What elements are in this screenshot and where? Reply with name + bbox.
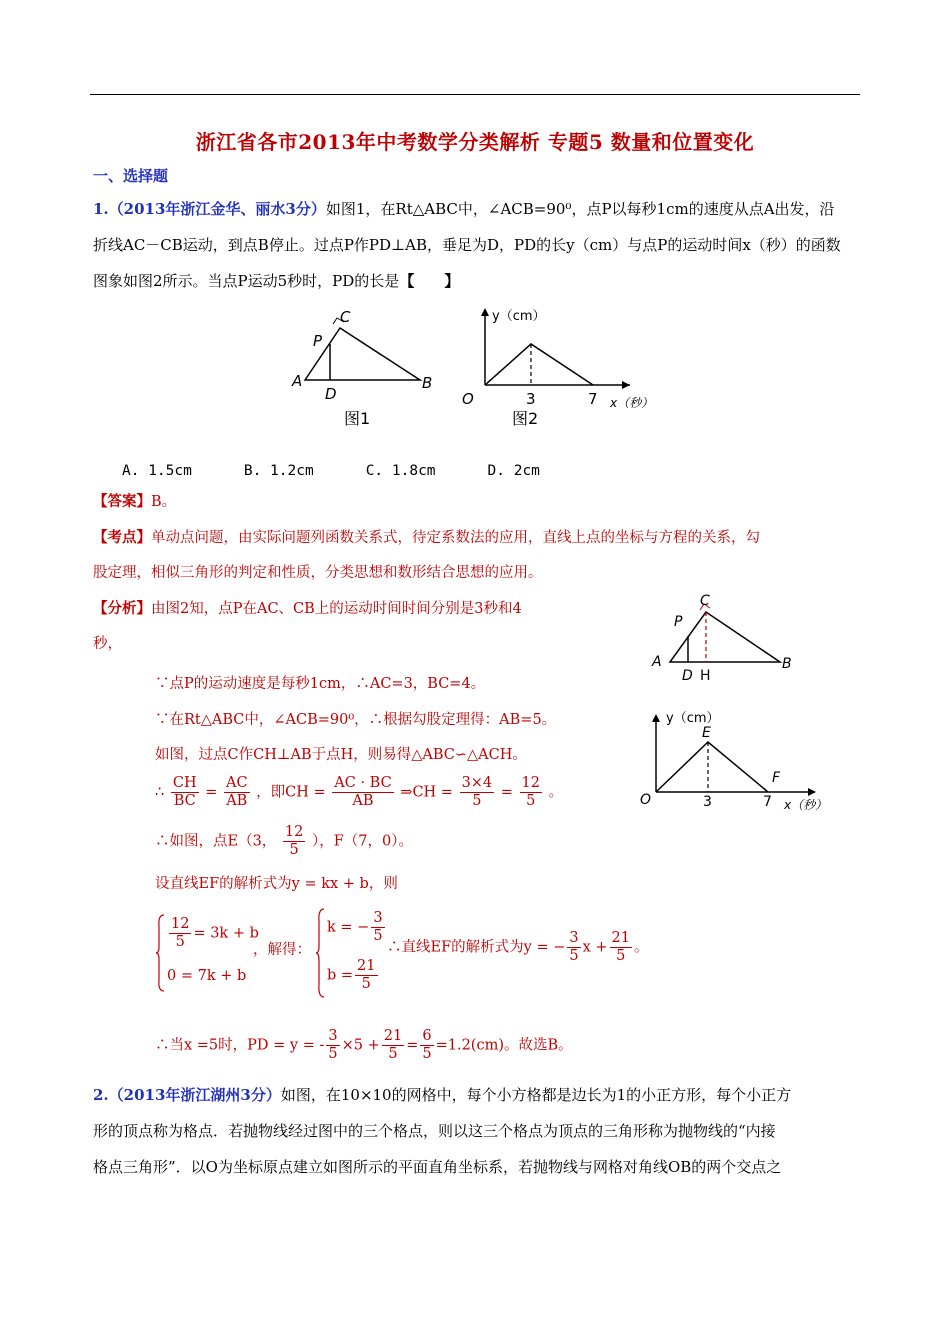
fenxi-line6: [155, 775, 563, 810]
frac-num: 3: [373, 910, 383, 926]
fenxi-line4: ∵在Rt△ABC中，∠ACB=90⁰，∴根据勾股定理得：AB=5。: [155, 712, 557, 728]
q1-source: （2013年浙江金华、丽水3分）: [108, 200, 326, 218]
frac-num: CH: [172, 775, 197, 791]
q2-text1: 如图，在10×10的网格中，每个小方格都是边长为1的小正方形，每个小正方: [280, 1086, 792, 1104]
brace-left-1: [155, 914, 165, 992]
frac-acbc-ab: [332, 775, 393, 810]
final-m1: ×5 +: [341, 1037, 380, 1054]
ana-origin: O: [640, 792, 652, 808]
frac-12-5: [520, 775, 542, 810]
q1-line1: [93, 199, 835, 219]
ana-label-p: P: [674, 614, 683, 630]
sys2-b: b =: [327, 967, 354, 984]
fig2-origin: O: [462, 390, 474, 408]
frac-num: 21: [611, 930, 630, 946]
q1-line2: 折线AC－CB运动，到点B停止。过点P作PD⊥AB，垂足为D，PD的长y（cm）与点P的运动时间x（秒）的函数: [93, 236, 841, 254]
frac-den: AB: [226, 793, 248, 809]
frac-num: 6: [422, 1028, 432, 1044]
frac-den: 5: [289, 842, 299, 858]
fig2-tick-7: 7: [588, 390, 598, 408]
l7-post: ），F（7，0）。: [311, 833, 413, 850]
frac-num: 12: [521, 775, 540, 791]
frac-12-5: [169, 916, 191, 951]
choice-a: A. 1.5cm: [122, 463, 192, 479]
q1-figures: [280, 300, 670, 435]
section-heading: 一、选择题: [93, 167, 169, 185]
analysis-figures: [640, 590, 845, 815]
sys1-row1-rest: = 3k + b: [193, 925, 259, 942]
fenxi-line3: ∵点P的运动速度是每秒1cm，∴AC=3，BC=4。: [155, 676, 486, 692]
frac-den: 5: [388, 1046, 398, 1062]
l6-mid: ，即CH =: [256, 784, 326, 801]
ana-graph-line: [656, 742, 768, 792]
q1-text3: 图象如图2所示。当点P运动5秒时，PD的长是: [93, 272, 400, 290]
frac-21-5: [382, 1028, 404, 1063]
l6-pre: ∴: [155, 784, 165, 801]
ef-pre: ∴直线EF的解析式为y = −: [387, 939, 566, 956]
fenxi-final: [155, 1028, 573, 1063]
sys1-row2: 0 = 7k + b: [167, 968, 247, 984]
fig2-caption: 图2: [512, 409, 539, 428]
frac-3-5: [371, 910, 384, 945]
final-pre: ∴当x =5时，PD = y = -: [155, 1037, 325, 1054]
sys1-row1: [167, 916, 259, 951]
fig1-label-b: B: [422, 374, 433, 392]
ana-tick-7: 7: [763, 794, 772, 810]
frac-21-5: [610, 930, 632, 965]
l6-eq2: =: [500, 784, 513, 801]
answer-tag: 【答案】: [93, 493, 151, 510]
ana-label-a: A: [652, 654, 662, 670]
sys2-k: k = −: [327, 919, 370, 936]
frac-ac-ab: [224, 775, 250, 810]
q1-answer-bracket: 【 】: [399, 272, 460, 290]
l6-arrow: ⇒CH =: [400, 784, 453, 801]
q2-line2: 形的顶点称为格点．若抛物线经过图中的三个格点，则以这三个格点为顶点的三角形称为抛物线的“内接: [93, 1122, 776, 1140]
frac-ch-bc: [171, 775, 199, 810]
frac-3-5: [567, 930, 580, 965]
fenxi-line8: 设直线EF的解析式为y = kx + b，则: [155, 876, 398, 892]
ana-y-label: y（cm）: [666, 711, 720, 726]
kaodian-tag: 【考点】: [93, 529, 151, 546]
ana-tick-3: 3: [703, 794, 712, 810]
fig2-x-label: x（秒）: [610, 396, 654, 410]
final-end: =1.2(cm)。故选B。: [435, 1037, 573, 1054]
frac-num: 3: [328, 1028, 338, 1044]
fig1-caption: 图1: [344, 409, 371, 428]
answer-line: [93, 492, 176, 512]
sys2-row2: [327, 958, 380, 993]
frac-den: 5: [472, 793, 482, 809]
ef-expression: [387, 930, 648, 965]
ana-label-f: F: [772, 770, 781, 786]
frac-den: BC: [173, 793, 196, 809]
frac-3-5: [326, 1028, 339, 1063]
frac-den: 5: [422, 1046, 432, 1062]
q2-number: 2.: [93, 1086, 109, 1104]
frac-num: 12: [284, 824, 304, 840]
ana-triangle: [670, 612, 780, 662]
ana-label-c: C: [700, 593, 710, 609]
fig1-label-c: C: [340, 308, 351, 326]
frac-num: 21: [383, 1028, 403, 1044]
fenxi-line2: 秒，: [93, 636, 122, 652]
kaodian-line2: 股定理，相似三角形的判定和性质，分类思想和数形结合思想的应用。: [93, 565, 543, 581]
q2-line3: 格点三角形”．以O为坐标原点建立如图所示的平面直角坐标系，若抛物线与网格对角线OB的两个交点之: [93, 1158, 782, 1176]
ana-label-e: E: [702, 725, 711, 741]
choice-c: C. 1.8cm: [365, 463, 436, 479]
fenxi-line1: [93, 599, 522, 619]
solve-label: ，解得：: [253, 942, 311, 958]
ana-y-arrow: [652, 714, 660, 722]
fenxi-text1: 由图2知，点P在AC、CB上的运动时间时间分别是3秒和4: [151, 601, 522, 617]
fenxi-tag: 【分析】: [93, 600, 151, 617]
fig1-triangle: [305, 328, 420, 380]
frac-num: AC · BC: [334, 775, 392, 791]
frac-den: 5: [616, 948, 626, 964]
fig2-y-label: y（cm）: [492, 309, 546, 324]
l7-pre: ∴如图，点E（3，: [155, 833, 277, 850]
fenxi-line5: 如图，过点C作CH⊥AB于点H，则易得△ABC∽△ACH。: [155, 747, 527, 763]
sys2-row1: [327, 910, 387, 945]
q1-number: 1.: [93, 200, 109, 218]
frac-den: AB: [352, 793, 374, 809]
ana-label-h: H: [700, 668, 711, 684]
frac-num: 21: [357, 958, 376, 974]
frac-3x4-5: [460, 775, 495, 810]
frac-den: 5: [328, 1046, 338, 1062]
fig2-y-arrow: [481, 308, 489, 316]
fig1-label-d: D: [325, 385, 337, 403]
final-m2: =: [406, 1037, 419, 1054]
answer-text: B。: [151, 494, 177, 510]
frac-num: 12: [171, 916, 190, 932]
q1-line3: [93, 271, 459, 291]
frac-den: 5: [175, 934, 185, 950]
ana-label-b: B: [782, 656, 792, 672]
choice-b: B. 1.2cm: [243, 463, 314, 479]
page-title: 浙江省各市2013年中考数学分类解析 专题5 数量和位置变化: [195, 130, 755, 154]
choice-d: D. 2cm: [487, 463, 540, 479]
fig1-label-p: P: [313, 332, 323, 350]
ana-x-label: x（秒）: [784, 798, 828, 812]
ef-end: 。: [633, 939, 649, 956]
ana-x-arrow: [808, 788, 816, 796]
frac-num: AC: [225, 775, 248, 791]
frac-num: 3: [569, 930, 579, 946]
fig2-graph-line: [485, 344, 593, 385]
top-rule: [90, 94, 860, 95]
frac-den: 5: [373, 928, 383, 944]
frac-6-5: [420, 1028, 433, 1063]
frac-12-5: [283, 824, 305, 859]
kaodian-line1: [93, 528, 760, 548]
q2-source: （2013年浙江湖州3分）: [108, 1086, 281, 1104]
ef-mid: x +: [582, 939, 608, 956]
ana-label-d: D: [682, 668, 693, 684]
l6-eq: =: [205, 784, 218, 801]
fig1-label-a: A: [292, 372, 303, 390]
frac-num: 3×4: [461, 775, 493, 791]
q2-line1: [93, 1085, 791, 1105]
q1-text1: 如图1，在Rt△ABC中，∠ACB=90⁰，点P以每秒1cm的速度从点A出发，沿: [325, 200, 835, 218]
brace-left-2: [315, 908, 325, 998]
l6-end: 。: [548, 784, 564, 801]
fig2-x-arrow: [622, 381, 630, 389]
fig2-tick-3: 3: [526, 390, 536, 408]
q1-choices: [122, 463, 592, 479]
fenxi-line7: [155, 824, 413, 859]
frac-den: 5: [569, 948, 579, 964]
frac-den: 5: [526, 793, 536, 809]
frac-den: 5: [361, 976, 371, 992]
frac-21-5: [355, 958, 377, 993]
kaodian-text1: 单动点问题，由实际问题列函数关系式，待定系数法的应用，直线上点的坐标与方程的关系，勾: [151, 530, 760, 546]
